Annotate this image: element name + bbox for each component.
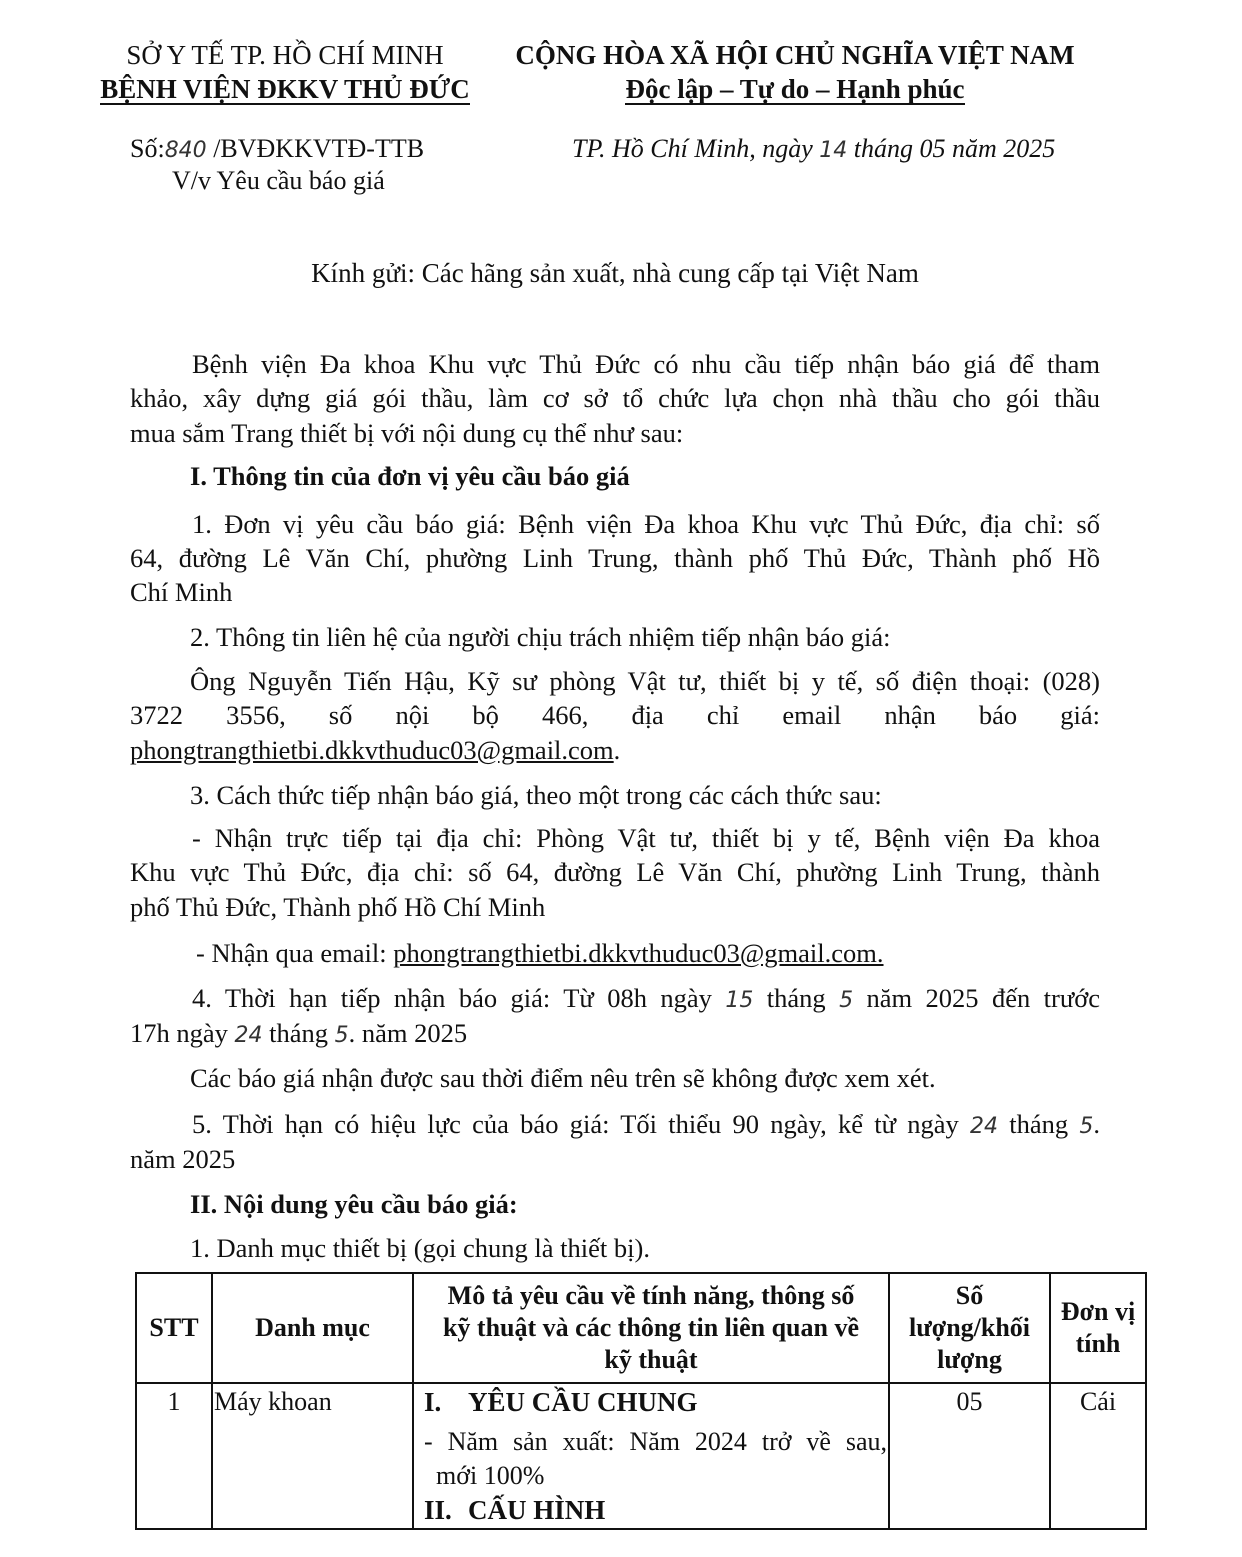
document-number: Số:840 /BVĐKKVTĐ-TTB [130,134,425,163]
col-qty-header: Số lượng/khối lượng [889,1273,1050,1383]
row-stt: 1 [136,1383,212,1529]
s1-item4-line1: 4. Thời hạn tiếp nhận báo giá: Từ 08h ngày 15 tháng 5 năm 2025 đến trước [192,983,1101,1013]
nation-motto: Độc lập – Tự do – Hạnh phúc [625,74,965,104]
col-name-header: Danh mục [212,1273,413,1383]
col-desc-header: Mô tả yêu cầu về tính năng, thông số kỹ thuật và các thông tin liên quan về kỹ thuật [413,1273,889,1383]
intro-line-2: khảo, xây dựng giá gói thầu, làm cơ sở tổ chức lựa chọn nhà thầu cho gói thầu [130,383,1100,413]
document-number-handwritten: 840 [164,138,207,163]
section-2-title: II. Nội dung yêu cầu báo giá: [190,1189,518,1219]
agency-block [95,38,475,106]
section-1-title: I. Thông tin của đơn vị yêu cầu báo giá [190,461,630,491]
row-name: Máy khoan [212,1383,413,1529]
s1-item3-direct-line1: - Nhận trực tiếp tại địa chỉ: Phòng Vật tư, thiết bị y tế, Bệnh viện Đa khoa [192,823,1100,853]
table-row [136,1383,1146,1529]
recipient-line: Kính gửi: Các hãng sản xuất, nhà cung cấp tại Việt Nam [311,258,919,288]
receive-email-link[interactable]: phongtrangthietbi.dkkvthuduc03@gmail.com. [393,938,884,968]
s1-item2-line2: 3722 3556, số nội bộ 466, địa chỉ email nhận báo giá: [130,700,1100,730]
s1-item3-email-line: - Nhận qua email: phongtrangthietbi.dkkvthuduc03@gmail.com. [196,938,884,968]
agency-hospital: BỆNH VIỆN ĐKKV THỦ ĐỨC [100,74,470,104]
row-description [413,1383,889,1529]
document-subject: V/v Yêu cầu báo giá [172,166,385,195]
s1-item2-line1: Ông Nguyễn Tiến Hậu, Kỹ sư phòng Vật tư, thiết bị y tế, số điện thoại: (028) [190,666,1100,696]
s1-item2-title: 2. Thông tin liên hệ của người chịu trách nhiệm tiếp nhận báo giá: [190,622,891,652]
s2-item1: 1. Danh mục thiết bị (gọi chung là thiết bị). [190,1233,650,1263]
nation-title: CỘNG HÒA XÃ HỘI CHỦ NGHĨA VIỆT NAM [515,40,1075,70]
s1-item1-line1: 1. Đơn vị yêu cầu báo giá: Bệnh viện Đa khoa Khu vực Thủ Đức, địa chỉ: số [192,509,1100,539]
desc-bullet: - Năm sản xuất: Năm 2024 trở về sau, mới 100% [424,1427,887,1490]
row-unit: Cái [1050,1383,1146,1529]
col-unit-header: Đơn vị tính [1050,1273,1146,1383]
s1-item3-direct-line2: Khu vực Thủ Đức, địa chỉ: số 64, đường Lê Văn Chí, phường Linh Trung, thành [130,857,1100,887]
table-header-row [136,1273,1146,1383]
s1-item5-line1: 5. Thời hạn có hiệu lực của báo giá: Tối thiểu 90 ngày, kể từ ngày 24 tháng 5. [192,1109,1101,1139]
desc-section-config: II. CẤU HÌNH [424,1495,606,1525]
col-stt-header: STT [136,1273,212,1383]
desc-section-general: I. YÊU CẦU CHUNG [424,1387,698,1417]
s1-item3-direct-line3: phố Thủ Đức, Thành phố Hồ Chí Minh [130,892,546,922]
nation-block [505,38,1085,106]
equipment-table [135,1272,1147,1530]
s1-item5-line2: năm 2025 [130,1144,236,1174]
s1-item3-title: 3. Cách thức tiếp nhận báo giá, theo một trong các cách thức sau: [190,780,882,810]
s1-item4-line2: 17h ngày 24 tháng 5. năm 2025 [130,1018,468,1048]
date-day-handwritten: 14 [819,138,848,163]
row-quantity: 05 [889,1383,1050,1529]
intro-line-3: mua sắm Trang thiết bị với nội dung cụ thể như sau: [130,418,684,448]
intro-line-1: Bệnh viện Đa khoa Khu vực Thủ Đức có nhu cầu tiếp nhận báo giá để tham [192,349,1100,379]
s1-item2-email-line: phongtrangthietbi.dkkvthuduc03@gmail.com. [130,735,621,765]
late-note: Các báo giá nhận được sau thời điểm nêu trên sẽ không được xem xét. [190,1063,936,1093]
s1-item1-line2: 64, đường Lê Văn Chí, phường Linh Trung, thành phố Thủ Đức, Thành phố Hồ [130,543,1100,573]
contact-email-link[interactable]: phongtrangthietbi.dkkvthuduc03@gmail.com [130,735,614,765]
s1-item1-line3: Chí Minh [130,577,233,607]
document-date: TP. Hồ Chí Minh, ngày 14 tháng 05 năm 2025 [572,134,1056,163]
agency-department: SỞ Y TẾ TP. HỒ CHÍ MINH [126,40,444,70]
